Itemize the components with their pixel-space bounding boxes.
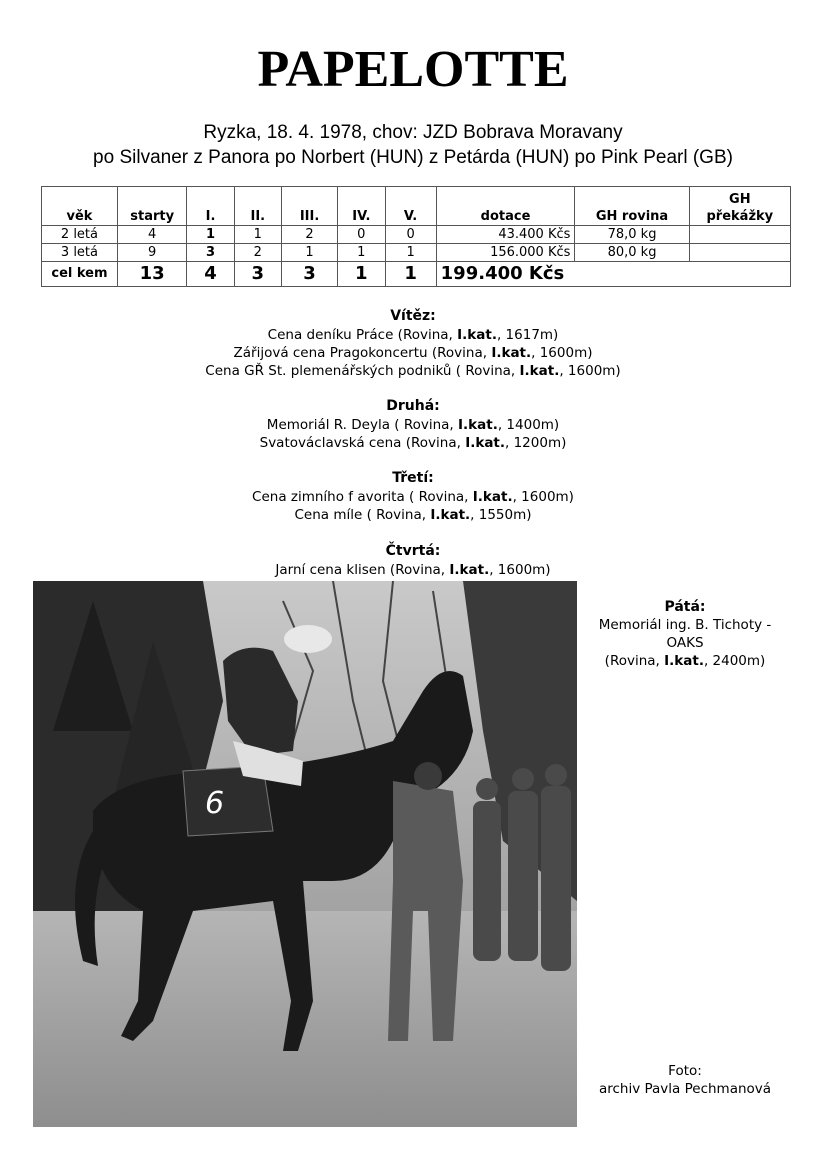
cell-fifth: 1: [385, 244, 436, 262]
total-third: 3: [281, 262, 337, 287]
section-second: [0, 397, 826, 452]
race-line: Cena GŘ St. plemenářských podniků ( Rovina, I.kat., 1600m): [205, 363, 621, 379]
section-third: [0, 469, 826, 524]
subtitle-breeding: Ryzka, 18. 4. 1978, chov: JZD Bobrava Moravany: [203, 122, 623, 143]
table-header-row: [42, 187, 791, 226]
cell-third: 2: [281, 226, 337, 244]
race-line: Cena zimního f avorita ( Rovina, I.kat., 1600m): [252, 489, 574, 505]
saddle-number: 6: [205, 786, 225, 821]
total-label: cel kem: [42, 262, 118, 287]
total-second: 3: [234, 262, 281, 287]
cell-second: 2: [234, 244, 281, 262]
race-line: Cena deníku Práce (Rovina, I.kat., 1617m): [267, 327, 559, 343]
cell-first: 3: [187, 244, 234, 262]
photo-credit: [585, 1062, 785, 1098]
header-gh-flat: GH rovina: [575, 187, 689, 226]
header-age: věk: [42, 187, 118, 226]
race-line: Jarní cena klisen (Rovina, I.kat., 1600m): [275, 562, 551, 578]
total-fifth: 1: [385, 262, 436, 287]
total-earnings: 199.400 Kčs: [436, 262, 790, 287]
total-fourth: 1: [338, 262, 385, 287]
header-first: I.: [187, 187, 234, 226]
race-line: Zářijová cena Pragokoncertu (Rovina, I.kat., 1600m): [233, 345, 593, 361]
section-heading: Čtvrtá:: [385, 543, 441, 559]
results-table: [41, 186, 791, 287]
cell-earnings: 156.000 Kčs: [436, 244, 575, 262]
photo-credit-source: archiv Pavla Pechmanová: [598, 1081, 772, 1097]
section-fifth: [585, 598, 785, 670]
subtitle-pedigree: po Silvaner z Panora po Norbert (HUN) z Petárda (HUN) po Pink Pearl (GB): [93, 147, 733, 168]
cell-second: 1: [234, 226, 281, 244]
header-fifth: V.: [385, 187, 436, 226]
cell-starts: 4: [117, 226, 187, 244]
header-third: III.: [281, 187, 337, 226]
race-line: Svatováclavská cena (Rovina, I.kat., 1200m): [259, 435, 567, 451]
table-row: [42, 226, 791, 244]
header-gh-jumps: GH překážky: [689, 187, 790, 226]
section-heading: Druhá:: [386, 398, 440, 414]
cell-gh-jumps: [689, 226, 790, 244]
total-starts: 13: [117, 262, 187, 287]
race-line: Cena míle ( Rovina, I.kat., 1550m): [294, 507, 532, 523]
photo-credit-label: Foto:: [668, 1063, 702, 1079]
horse-photo-image: [33, 581, 577, 1127]
section-heading: Vítěz:: [390, 308, 436, 324]
table-row: [42, 244, 791, 262]
horse-photo: [33, 581, 577, 1127]
race-line: Memoriál R. Deyla ( Rovina, I.kat., 1400m): [266, 417, 560, 433]
cell-fourth: 1: [338, 244, 385, 262]
page-title: PAPELOTTE: [257, 41, 569, 98]
header-fourth: IV.: [338, 187, 385, 226]
race-line: (Rovina, I.kat., 2400m): [604, 653, 766, 669]
cell-fourth: 0: [338, 226, 385, 244]
cell-gh-flat: 80,0 kg: [575, 244, 689, 262]
total-first: 4: [187, 262, 234, 287]
section-heading: Třetí:: [392, 470, 434, 486]
race-line: OAKS: [666, 635, 704, 651]
race-line: Memoriál ing. B. Tichoty -: [598, 617, 772, 633]
table-total-row: [42, 262, 791, 287]
cell-gh-jumps: [689, 244, 790, 262]
header-earnings: dotace: [436, 187, 575, 226]
cell-gh-flat: 78,0 kg: [575, 226, 689, 244]
cell-age: 3 letá: [42, 244, 118, 262]
cell-starts: 9: [117, 244, 187, 262]
cell-age: 2 letá: [42, 226, 118, 244]
section-fourth: [0, 542, 826, 579]
cell-fifth: 0: [385, 226, 436, 244]
header-starts: starty: [117, 187, 187, 226]
cell-first: 1: [187, 226, 234, 244]
section-heading: Pátá:: [664, 599, 706, 615]
section-winner: [0, 307, 826, 380]
cell-third: 1: [281, 244, 337, 262]
cell-earnings: 43.400 Kčs: [436, 226, 575, 244]
header-second: II.: [234, 187, 281, 226]
